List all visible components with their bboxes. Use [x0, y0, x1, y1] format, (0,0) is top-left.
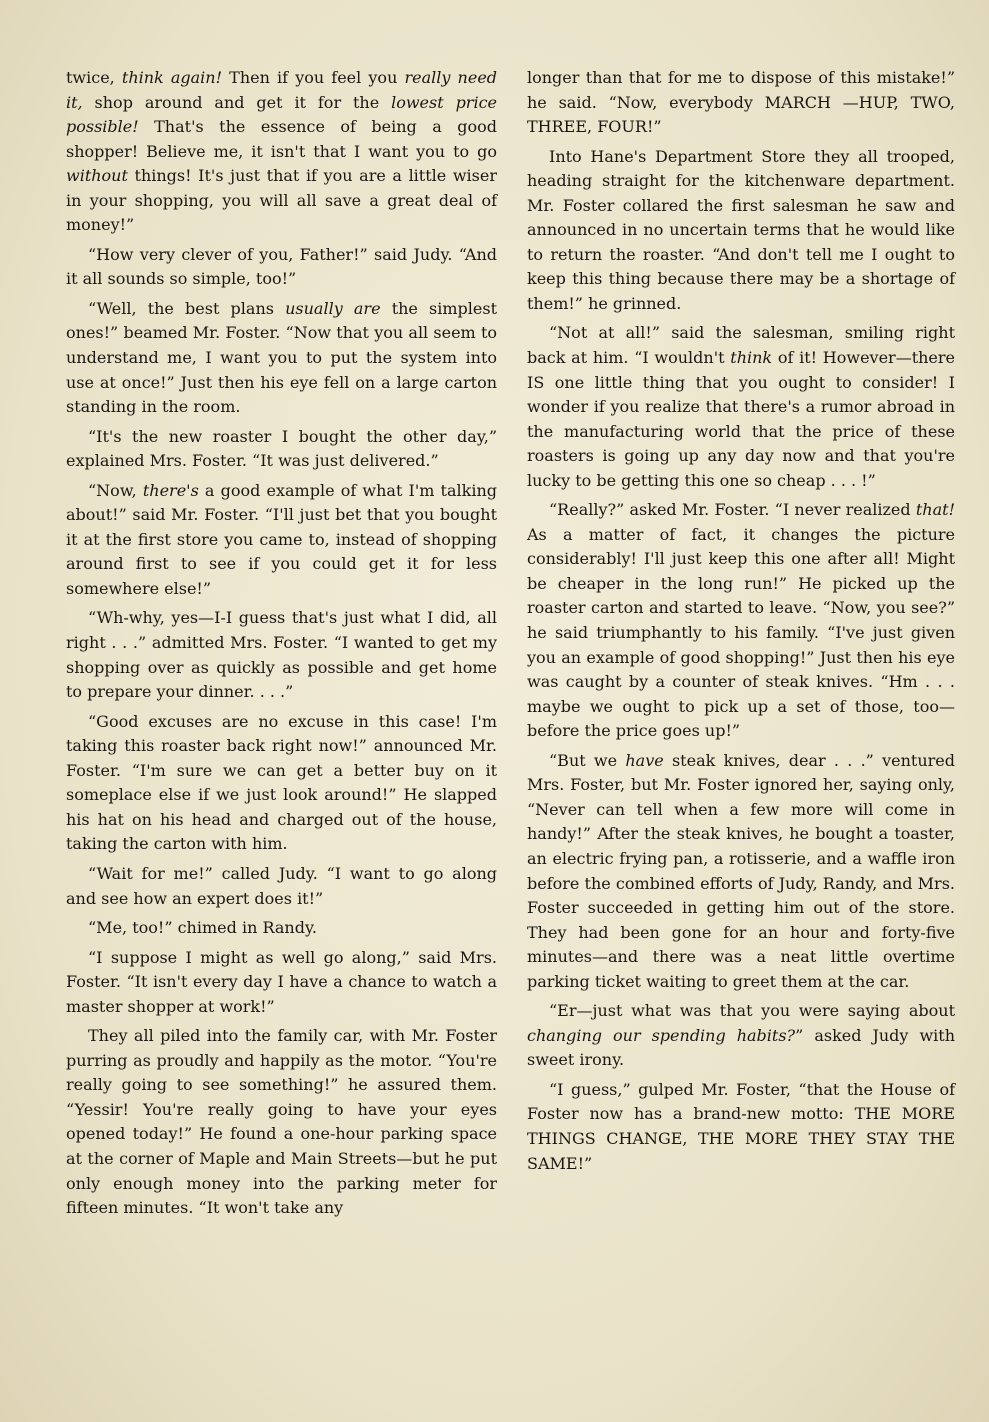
text-run: the simplest ones!” beamed Mr. Foster. “Now that you all seem to understand me, I want you to put the system into use at once!” Just then his eye fell on a large carton standing in the room. [66, 298, 498, 417]
paragraph [66, 66, 497, 238]
paragraph [66, 425, 497, 474]
paragraph [66, 1024, 497, 1220]
text-run: “I suppose I might as well go along,” said Mrs. Foster. “It isn't every day I have a chance to watch a master shopper at work!” [66, 947, 497, 1016]
text-run: “Good excuses are no excuse in this case! I'm taking this roaster back right now!” announced Mr. Foster. “I'm sure we can get a better buy on it someplace else if we just look around!” He slapped his hat on his head and charged out of the house, taking the carton with him. [66, 711, 497, 854]
text-run: Then if you feel you [222, 68, 405, 87]
paragraph [66, 862, 497, 911]
text-run: “Not at all!” said the salesman, smiling right back at him. “I wouldn't [527, 323, 955, 368]
italic-text: that! [915, 500, 955, 520]
paragraph [527, 1078, 955, 1176]
paragraph [66, 916, 497, 941]
paragraph [66, 946, 497, 1020]
text-run: “Really?” asked Mr. Foster. “I never realized [549, 500, 916, 520]
paragraph [527, 498, 955, 743]
text-run: Into Hane's Department Store they all trooped, heading straight for the kitchenware department. Mr. Foster collared the first salesman he saw and announced in no uncertain terms that he would like to return the roaster. “And don't tell me I ought to keep this thing because there may be a shortage of them!” he grinned. [527, 146, 955, 313]
text-run: “Well, the best plans [88, 298, 286, 318]
paragraph [66, 243, 497, 292]
italic-text: changing our spending habits? [527, 1025, 796, 1045]
paragraph [527, 749, 955, 994]
italic-text: lowest price possible! [66, 92, 498, 137]
text-run: “Wh-why, yes—I-I guess that's just what I did, all right . . .” admitted Mrs. Foster. “I wanted to get my shopping over as quickly as possible and get home to prepare your dinner. . . .” [66, 608, 497, 702]
text-run: “It's the new roaster I bought the other day,” explained Mrs. Foster. “It was just delivered.” [66, 426, 497, 471]
text-run: “Now, [88, 480, 143, 500]
paragraph [527, 66, 955, 140]
paragraph [66, 297, 497, 420]
italic-text: usually are [285, 298, 381, 318]
paragraph [66, 479, 497, 602]
italic-text: without [66, 166, 128, 186]
text-run: a good example of what I'm talking about!” said Mr. Foster. “I'll just bet that you bought it at the first store you came to, instead of shopping around first to see if you could get it for less somewhere else!” [66, 480, 497, 598]
text-run: shop around and get it for the [82, 92, 392, 112]
text-run: “I guess,” gulped Mr. Foster, “that the House of Foster now has a brand-new motto: THE MORE THINGS CHANGE, THE MORE THEY STAY THE SAME!” [527, 1079, 955, 1173]
italic-text: think [730, 348, 773, 368]
italic-text: there's [142, 480, 199, 500]
text-run: of it! However—there IS one little thing that you ought to consider! I wonder if you realize that there's a rumor abroad in the manufacturing world that the price of these roasters is going up any day now and that you're lucky to be getting this one so cheap . . . !” [527, 348, 956, 490]
paragraph [527, 145, 955, 317]
text-run: “Er—just what was that you were saying about [549, 1001, 955, 1021]
text-run: twice, [66, 68, 122, 87]
text-run: things! It's just that if you are a little wiser in your shopping, you will all save a great deal of money!” [66, 166, 497, 235]
text-run: steak knives, dear . . .” ventured Mrs. Foster, but Mr. Foster ignored her, saying only, “Never can tell when a few more will come in handy!” After the steak knives, he bought a toaster, an electric frying pan, a rotisserie, and a waffle iron before the combined efforts of Judy, Randy, and Mrs. Foster succeeded in getting him out of the store. They had been gone for an hour and forty-five minutes—and there was a neat little overtime parking ticket waiting to greet them at the car. [527, 750, 956, 991]
text-run: They all piled into the family car, with Mr. Foster purring as proudly and happily as the motor. “You're really going to see something!” he assured them. “Yessir! You're really going to have your eyes opened today!” He found a one-hour parking space at the corner of Maple and Main Streets—but he put only enough money into the parking meter for fifteen minutes. “It won't take any [66, 1026, 497, 1218]
text-run: “But we [549, 750, 626, 770]
text-run: ” asked Judy with sweet irony. [527, 1025, 955, 1070]
text-run: “Wait for me!” called Judy. “I want to go along and see how an expert does it!” [66, 863, 497, 908]
text-run: “How very clever of you, Father!” said Judy. “And it all sounds so simple, too!” [66, 244, 497, 289]
text-run: As a matter of fact, it changes the picture considerably! I'll just keep this one after all! Might be cheaper in the long run!” He picked up the roaster carton and started to leave. “Now, you see?” he said triumphantly to his family. “I've just given you an example of good shopping!” Just then his eye was caught by a counter of steak knives. “Hm . . . maybe we ought to pick up a set of those, too—before the price goes up!” [527, 524, 955, 741]
text-run: That's the essence of being a good shopper! Believe me, it isn't that I want you to go [66, 117, 497, 161]
italic-text: think again! [121, 68, 223, 87]
text-run: “Me, too!” chimed in Randy. [88, 918, 317, 938]
paragraph [66, 710, 497, 857]
left-text-column [66, 66, 497, 1221]
paragraph [66, 606, 497, 704]
italic-text: really need it, [66, 68, 498, 112]
paragraph [527, 321, 955, 493]
paragraph [527, 999, 955, 1073]
right-text-column [527, 66, 955, 1176]
italic-text: have [625, 750, 664, 770]
text-run: longer than that for me to dispose of this mistake!” he said. “Now, everybody MARCH —HUP, TWO, THREE, FOUR!” [527, 68, 955, 137]
